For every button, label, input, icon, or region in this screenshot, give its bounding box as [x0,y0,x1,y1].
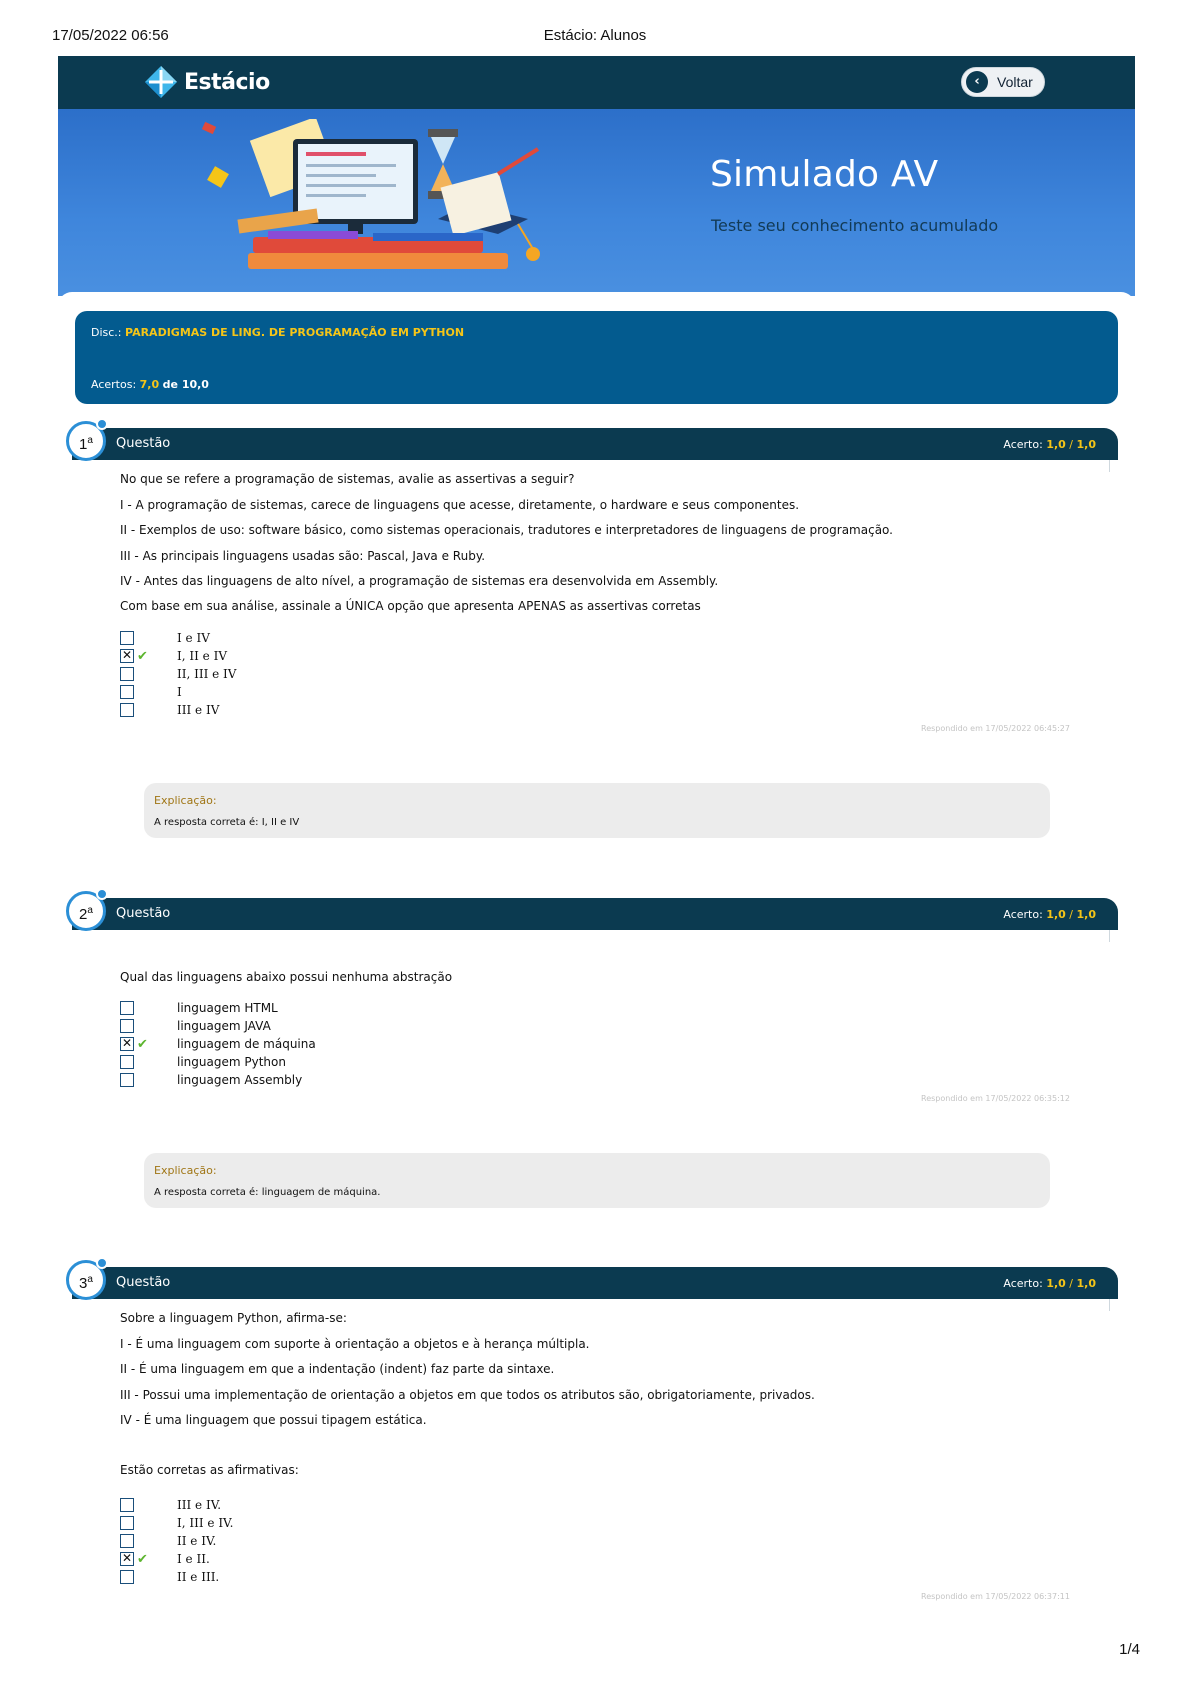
explanation-body: A resposta correta é: linguagem de máquina. [154,1187,381,1198]
checkbox[interactable] [120,685,134,699]
checkbox[interactable] [120,631,134,645]
checkbox[interactable] [120,1019,134,1033]
answered-timestamp: Respondido em 17/05/2022 06:45:27 [921,724,1070,733]
answer-option[interactable]: ✕ ✔ I e II. [120,1551,155,1567]
question-statement: III - Possui uma implementação de orientação a objetos em que todos os atributos são, obrigatoriamente, privados. [120,1388,815,1402]
print-title: Estácio: Alunos [543,27,647,44]
discipline-row [91,326,464,339]
question-statement: I - A programação de sistemas, carece de linguagens que acesse, diretamente, o hardware e seus componentes. [120,498,800,512]
discipline-label: Disc.: [91,326,122,339]
question-header-bar [72,1267,1118,1299]
hits-value: 7,0 [139,378,160,391]
study-illustration [198,119,558,289]
answer-option[interactable]: I, III e IV. [120,1515,155,1531]
banner-subtitle: Teste seu conhecimento acumulado [711,216,999,235]
question-header [66,1267,1118,1299]
checkbox-checked[interactable] [120,649,134,663]
answered-timestamp: Respondido em 17/05/2022 06:37:11 [921,1592,1070,1601]
checkbox[interactable] [120,1498,134,1512]
print-datetime: 17/05/2022 06:56 [52,27,169,44]
banner-bottom-curve [58,292,1135,308]
question-statement: II - É uma linguagem em que a indentação (indent) faz parte da sintaxe. [120,1362,555,1376]
checkbox[interactable] [120,703,134,717]
question-score: Acerto: 1,0 / 1,0 [1003,438,1096,451]
checkbox-checked[interactable] [120,1552,134,1566]
discipline-name: PARADIGMAS DE LING. DE PROGRAMAÇÃO EM PYTHON [125,326,465,339]
back-button[interactable] [961,67,1045,97]
badge-dot-icon [96,1257,108,1269]
answer-option[interactable]: III e IV. [120,1497,155,1513]
answer-option[interactable]: I [120,684,155,700]
answer-option[interactable]: linguagem JAVA [120,1018,155,1034]
hits-total: de 10,0 [162,378,209,391]
question-header [66,898,1118,930]
question-statement: Estão corretas as afirmativas: [120,1463,299,1477]
answer-option[interactable]: linguagem Assembly [120,1072,155,1088]
top-navbar [58,56,1135,109]
answer-option[interactable]: II e IV. [120,1533,155,1549]
checkbox[interactable] [120,1001,134,1015]
answer-option[interactable]: II, III e IV [120,666,155,682]
card-edge [1109,1299,1110,1311]
question-header-bar [72,428,1118,460]
question-label: Questão [116,1275,171,1290]
logo-text: Estácio [184,69,270,95]
question-statement: Sobre a linguagem Python, afirma-se: [120,1311,347,1325]
question-number-badge: 2$^a$ [66,891,106,931]
question-statement: No que se refere a programação de sistemas, avalie as assertivas a seguir? [120,472,575,486]
answer-option[interactable]: I e IV [120,630,155,646]
question-number-badge: 1$^a$ [66,421,106,461]
banner [58,109,1135,296]
check-icon: ✔ [137,648,148,664]
estacio-diamond-icon [144,65,178,99]
banner-title: Simulado AV [710,154,939,195]
explanation-box [144,1153,1050,1208]
answer-option[interactable]: III e IV [120,702,155,718]
question-header-bar [72,898,1118,930]
question-statement: Com base em sua análise, assinale a ÚNICA opção que apresenta APENAS as assertivas corretas [120,599,701,613]
question-statement: II - Exemplos de uso: software básico, como sistemas operacionais, tradutores e interpretadores de linguagens de programação. [120,523,893,537]
question-header [66,428,1118,460]
question-statement: III - As principais linguagens usadas são: Pascal, Java e Ruby. [120,549,486,563]
explanation-title: Explicação: [154,794,217,807]
page-number: 1/4 [1119,1641,1140,1658]
badge-dot-icon [96,888,108,900]
estacio-logo[interactable] [144,64,270,100]
explanation-title: Explicação: [154,1164,217,1177]
answered-timestamp: Respondido em 17/05/2022 06:35:12 [921,1094,1070,1103]
question-score: Acerto: 1,0 / 1,0 [1003,908,1096,921]
checkbox[interactable] [120,1073,134,1087]
check-icon: ✔ [137,1036,148,1052]
answer-option[interactable]: ✕ ✔ linguagem de máquina [120,1036,155,1052]
hits-label: Acertos: [91,378,137,391]
checkbox-checked[interactable] [120,1037,134,1051]
question-statement: IV - Antes das linguagens de alto nível, a programação de sistemas era desenvolvida em Assembly. [120,574,719,588]
checkbox[interactable] [120,1516,134,1530]
print-header [52,27,1138,47]
answer-option[interactable]: linguagem Python [120,1054,155,1070]
checkbox[interactable] [120,667,134,681]
back-button-label: Voltar [997,74,1033,90]
explanation-box [144,783,1050,838]
question-score: Acerto: 1,0 / 1,0 [1003,1277,1096,1290]
card-edge [1109,460,1110,472]
checkbox[interactable] [120,1055,134,1069]
discipline-card [75,311,1118,404]
checkbox[interactable] [120,1534,134,1548]
explanation-body: A resposta correta é: I, II e IV [154,817,300,828]
checkbox[interactable] [120,1570,134,1584]
question-statement: Qual das linguagens abaixo possui nenhuma abstração [120,970,453,984]
question-label: Questão [116,906,171,921]
question-number-badge: 3$^a$ [66,1260,106,1300]
answer-option[interactable]: ✕ ✔ I, II e IV [120,648,155,664]
check-icon: ✔ [137,1551,148,1567]
answer-option[interactable]: linguagem HTML [120,1000,155,1016]
card-edge [1109,930,1110,942]
question-statement: IV - É uma linguagem que possui tipagem estática. [120,1413,427,1427]
hits-row [91,378,209,391]
chevron-left-icon: ‹ [966,71,988,93]
badge-dot-icon [96,418,108,430]
answer-option[interactable]: II e III. [120,1569,155,1585]
question-statement: I - É uma linguagem com suporte à orientação a objetos e à herança múltipla. [120,1337,590,1351]
question-label: Questão [116,436,171,451]
